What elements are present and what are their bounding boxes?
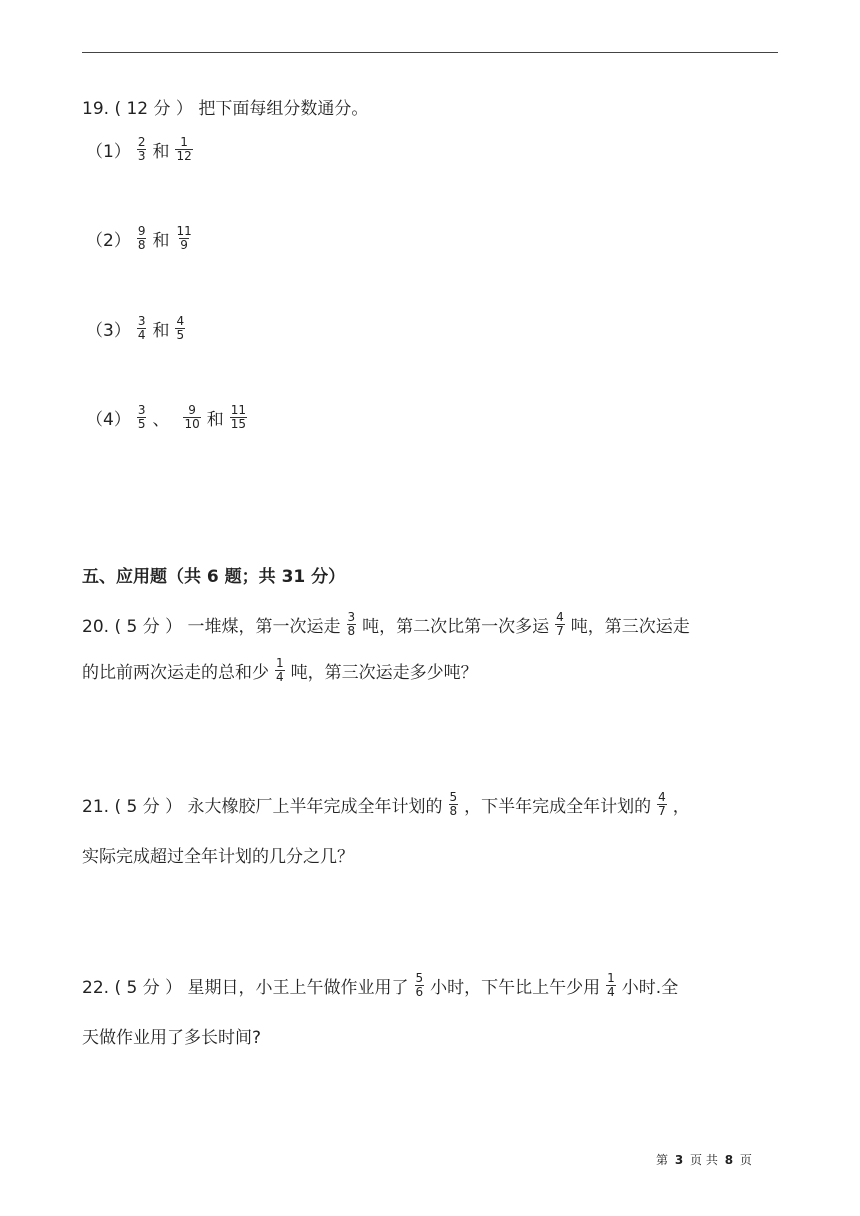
q19-item-1: （1） $\frac{2}{3}$ 和 $\frac{1}{12}$	[86, 135, 192, 163]
fraction: $\frac{3}{8}$	[347, 610, 356, 638]
q21-line-1: 21. ( 5 分 ） 永大橡胶厂上半年完成全年计划的 $\frac{5}{8}$ ，下半年完成全年计划的 $\frac{4}{7}$ ，	[82, 790, 690, 818]
q20-line-1: 20. ( 5 分 ） 一堆煤，第一次运走 $\frac{3}{8}$ 吨，第二次比第一次多运 $\frac{4}{7}$ 吨，第三次运走	[82, 610, 690, 638]
fraction: $\frac{2}{3}$	[137, 135, 146, 163]
q19-title: 19. ( 12 分 ） 把下面每组分数通分。	[82, 99, 369, 119]
fraction: $\frac{5}{8}$	[449, 790, 458, 818]
fraction: $\frac{5}{6}$	[415, 971, 424, 999]
header-rule	[82, 52, 778, 53]
q21-line-2: 实际完成超过全年计划的几分之几？	[82, 847, 354, 867]
fraction: $\frac{3}{4}$	[137, 314, 146, 342]
fraction: $\frac{9}{10}$	[184, 403, 200, 431]
q19-item-2: （2） $\frac{9}{8}$ 和 $\frac{11}{9}$	[86, 224, 192, 252]
q20-line-2: 的比前两次运走的总和少 $\frac{1}{4}$ 吨，第三次运走多少吨？	[82, 656, 478, 684]
q19-item-3: （3） $\frac{3}{4}$ 和 $\frac{4}{5}$	[86, 314, 185, 342]
q19-item-4: （4） $\frac{3}{5}$ 、 $\frac{9}{10}$ 和 $\frac{11}{15}$	[86, 403, 247, 431]
page-footer: 第 3 页 共 8 页	[656, 1153, 752, 1167]
fraction: $\frac{1}{12}$	[176, 135, 192, 163]
fraction: $\frac{1}{4}$	[607, 971, 615, 999]
fraction: $\frac{9}{8}$	[137, 224, 146, 252]
fraction: $\frac{1}{4}$	[276, 656, 284, 684]
page-number: 3	[674, 1153, 684, 1167]
fraction: $\frac{4}{7}$	[556, 610, 564, 638]
page-total: 8	[724, 1153, 734, 1167]
fraction: $\frac{3}{5}$	[137, 403, 146, 431]
q22-line-1: 22. ( 5 分 ） 星期日，小王上午做作业用了 $\frac{5}{6}$ 小时，下午比上午少用 $\frac{1}{4}$ 小时.全	[82, 971, 679, 999]
fraction: $\frac{4}{7}$	[658, 790, 666, 818]
fraction: $\frac{11}{9}$	[176, 224, 192, 252]
q22-line-2: 天做作业用了多长时间?	[82, 1028, 262, 1048]
section-heading: 五、应用题（共 6 题；共 31 分）	[82, 567, 346, 587]
fraction: $\frac{11}{15}$	[230, 403, 247, 431]
fraction: $\frac{4}{5}$	[176, 314, 185, 342]
